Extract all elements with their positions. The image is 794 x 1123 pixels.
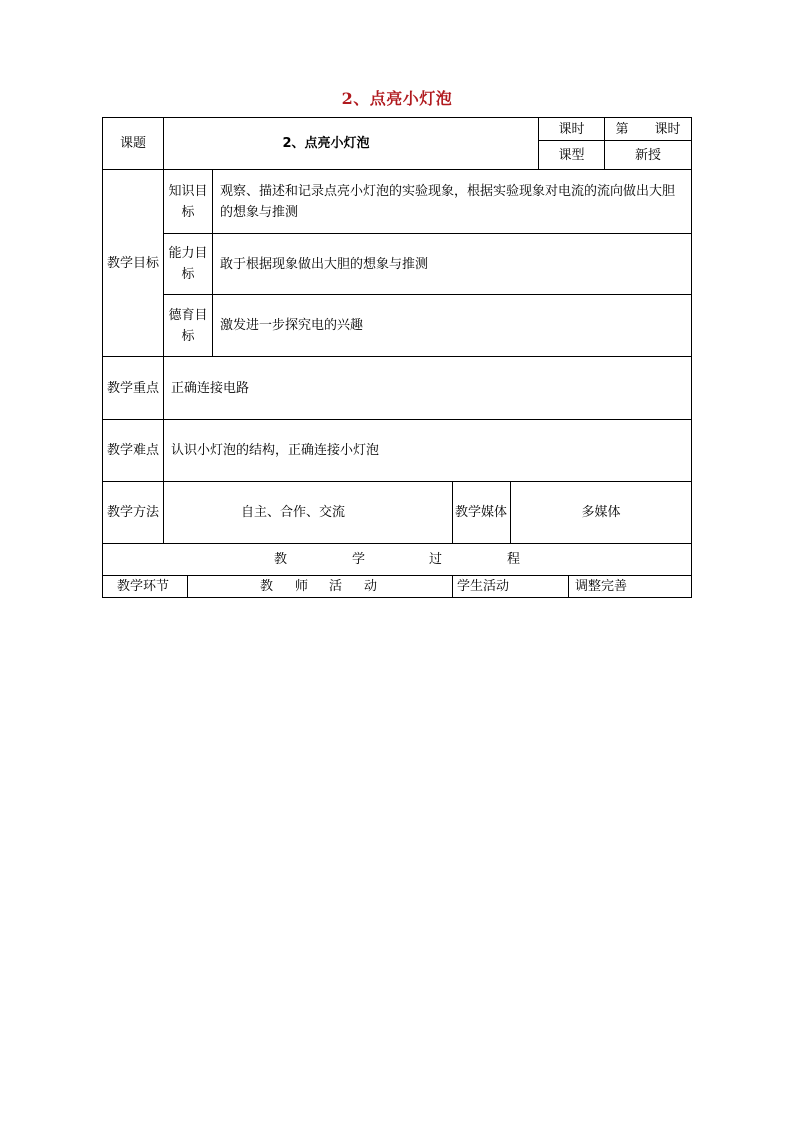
document-title: 2、点亮小灯泡 (341, 89, 453, 108)
key-point-label: 教学重点 (106, 380, 159, 396)
period-value: 第 课时 (615, 121, 681, 137)
type-value: 新授 (634, 147, 661, 163)
goals-label (106, 170, 160, 356)
period-label: 课时 (558, 121, 585, 137)
goal-label-knowledge: 知识目标 (168, 183, 208, 220)
goal-text-knowledge: 观察、描述和记录点亮小灯泡的实验现象，根据实验现象对电流的流向做出大胆的想象与推测 (220, 183, 676, 220)
method-label: 教学方法 (106, 505, 159, 520)
goal-label-ability: 能力目标 (168, 246, 208, 282)
type-label: 课型 (558, 147, 585, 163)
table-rule (452, 481, 453, 544)
goals-label-text: 教学目标 (106, 255, 159, 271)
media-label: 教学媒体 (455, 505, 508, 520)
difficulty-label: 教学难点 (106, 443, 159, 458)
topic-label: 课题 (119, 136, 146, 151)
table-border-left (102, 117, 103, 598)
method-text: 自主、合作、交流 (240, 505, 345, 520)
topic-value: 2、点亮小灯泡 (282, 136, 370, 151)
process-heading: 教 学 过 程 (274, 552, 521, 567)
col-adjust: 调整完善 (575, 579, 628, 594)
media-value: 多媒体 (581, 505, 621, 520)
table-border-bottom (102, 597, 692, 598)
goal-text-moral: 激发进一步探究电的兴趣 (220, 318, 364, 333)
goal-text-ability: 敢于根据现象做出大胆的想象与推测 (220, 256, 429, 272)
col-teacher: 教 师 活 动 (260, 579, 378, 594)
key-point-text: 正确连接电路 (171, 380, 250, 396)
difficulty-text: 认识小灯泡的结构，正确连接小灯泡 (171, 443, 380, 458)
col-stage: 教学环节 (117, 579, 170, 594)
goal-label-moral: 德育目标 (168, 307, 208, 344)
col-student: 学生活动 (457, 579, 510, 594)
table-border-right (691, 117, 692, 598)
